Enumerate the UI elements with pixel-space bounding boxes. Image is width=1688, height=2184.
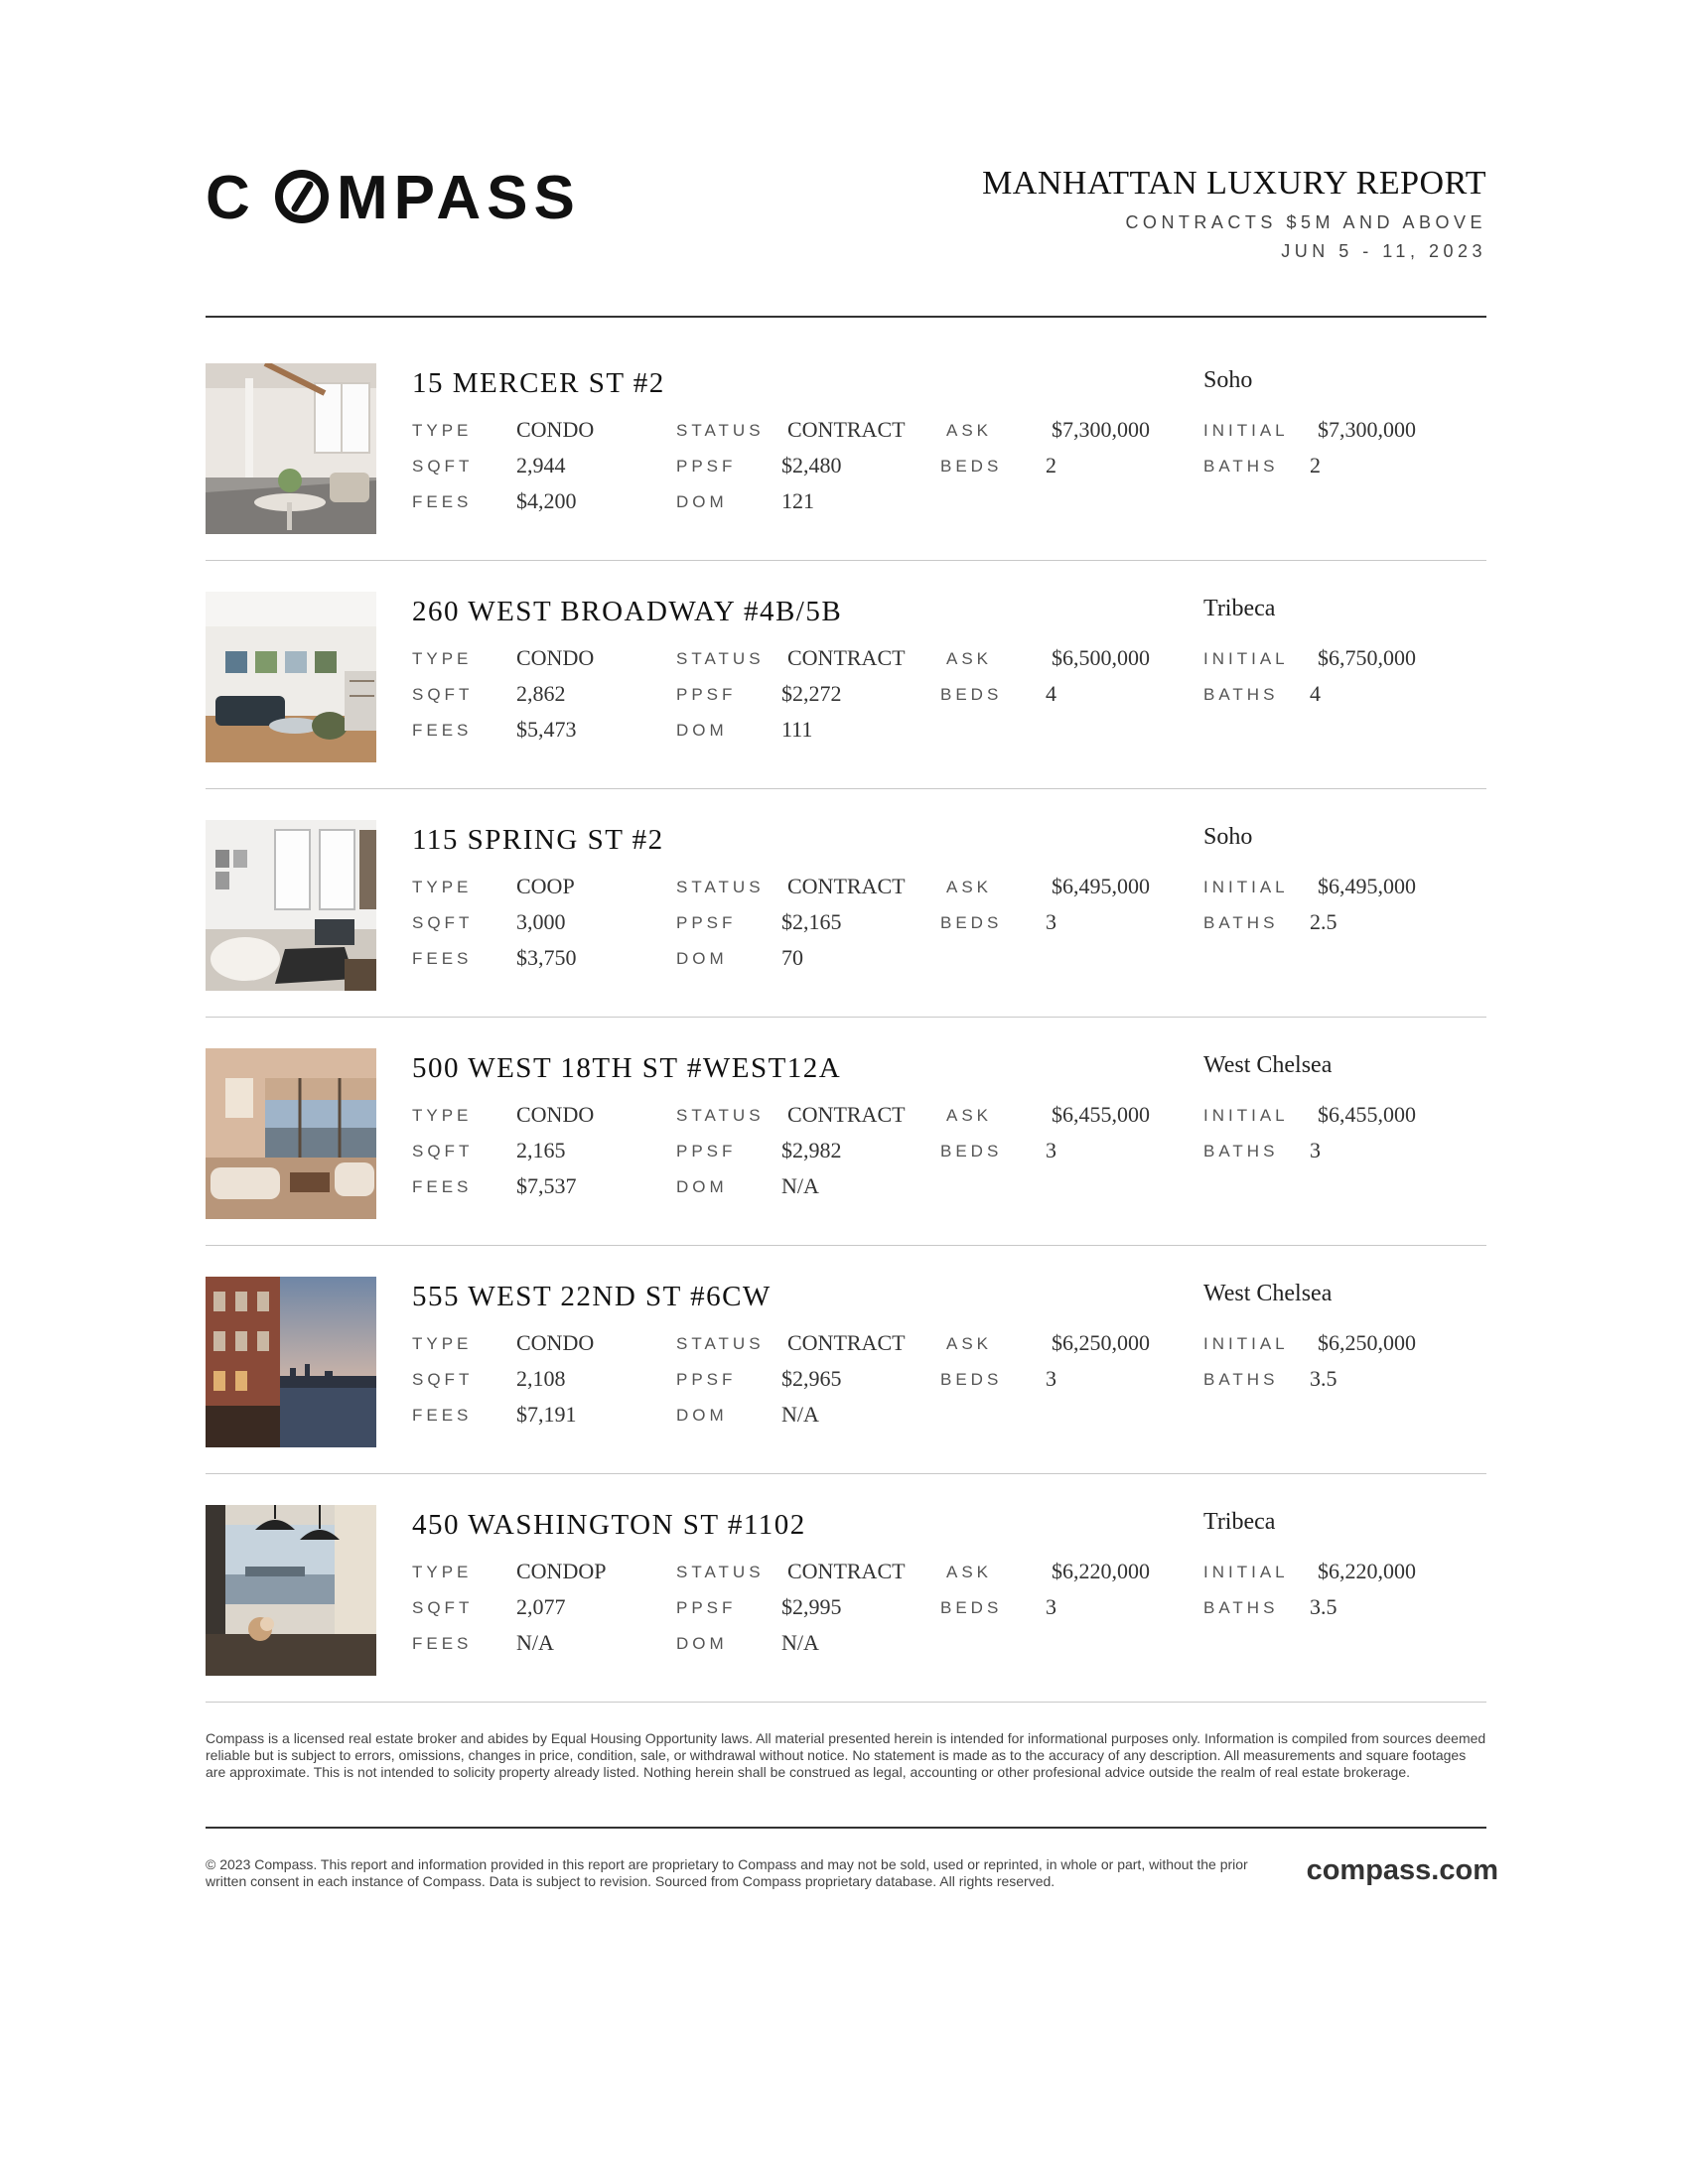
type-label: TYPE	[412, 1106, 473, 1125]
listing-photo	[206, 1277, 376, 1447]
listing-card[interactable]	[206, 1048, 1486, 1277]
status-label: STATUS	[676, 878, 765, 896]
listing-photo	[206, 1505, 376, 1676]
initial-label: INITIAL	[1203, 421, 1289, 440]
dom-value: N/A	[781, 1173, 819, 1198]
beds-label: BEDS	[940, 913, 1003, 932]
beds-value: 4	[1046, 681, 1056, 706]
beds-value: 3	[1046, 1366, 1056, 1391]
initial-label: INITIAL	[1203, 878, 1289, 896]
compass-logo	[206, 167, 593, 226]
type-value: CONDO	[516, 1330, 595, 1355]
baths-label: BATHS	[1203, 1370, 1279, 1389]
fees-label: FEES	[412, 1177, 473, 1196]
beds-label: BEDS	[940, 685, 1003, 704]
sqft-value: 2,944	[516, 453, 566, 478]
listing-photo	[206, 820, 376, 991]
listing-address[interactable]: 260 WEST BROADWAY #4B/5B	[412, 596, 843, 627]
type-label: TYPE	[412, 649, 473, 668]
listing-address[interactable]: 115 SPRING ST #2	[412, 824, 664, 856]
dom-value: N/A	[781, 1630, 819, 1655]
baths-label: BATHS	[1203, 1142, 1279, 1160]
listing-divider	[206, 1473, 1486, 1474]
ppsf-label: PPSF	[676, 1598, 737, 1617]
listing-photo	[206, 592, 376, 762]
sqft-label: SQFT	[412, 457, 474, 476]
ask-value: $6,500,000	[1052, 645, 1150, 670]
listing-neighborhood: West Chelsea	[1203, 1281, 1333, 1306]
type-value: CONDOP	[516, 1559, 607, 1583]
status-value: CONTRACT	[787, 1102, 906, 1127]
type-value: COOP	[516, 874, 575, 898]
baths-value: 4	[1310, 681, 1321, 706]
initial-label: INITIAL	[1203, 1106, 1289, 1125]
ppsf-value: $2,982	[781, 1138, 842, 1162]
listing-divider	[206, 788, 1486, 789]
sqft-value: 3,000	[516, 909, 566, 934]
type-value: CONDO	[516, 1102, 595, 1127]
type-label: TYPE	[412, 1563, 473, 1581]
status-label: STATUS	[676, 421, 765, 440]
baths-value: 3.5	[1310, 1366, 1337, 1391]
initial-value: $6,455,000	[1318, 1102, 1416, 1127]
baths-label: BATHS	[1203, 457, 1279, 476]
beds-value: 3	[1046, 1594, 1056, 1619]
ppsf-value: $2,165	[781, 909, 842, 934]
status-label: STATUS	[676, 1106, 765, 1125]
initial-value: $6,750,000	[1318, 645, 1416, 670]
listing-divider	[206, 1702, 1486, 1703]
ask-label: ASK	[946, 1106, 993, 1125]
status-label: STATUS	[676, 1563, 765, 1581]
fees-label: FEES	[412, 949, 473, 968]
listing-neighborhood: Tribeca	[1203, 596, 1276, 621]
sqft-label: SQFT	[412, 1370, 474, 1389]
type-value: CONDO	[516, 417, 595, 442]
sqft-label: SQFT	[412, 685, 474, 704]
listing-divider	[206, 560, 1486, 561]
fees-value: $7,191	[516, 1402, 577, 1427]
fees-value: $3,750	[516, 945, 577, 970]
type-value: CONDO	[516, 645, 595, 670]
dom-value: N/A	[781, 1402, 819, 1427]
baths-label: BATHS	[1203, 685, 1279, 704]
dom-label: DOM	[676, 721, 728, 740]
status-value: CONTRACT	[787, 1330, 906, 1355]
ask-value: $6,455,000	[1052, 1102, 1150, 1127]
type-label: TYPE	[412, 1334, 473, 1353]
ask-label: ASK	[946, 1334, 993, 1353]
type-label: TYPE	[412, 421, 473, 440]
copyright-notice: © 2023 Compass. This report and information provided in this report are proprietary to Compass and may not be sold, used or reprinted, in whole or part, without the prior written consent in each instance of Compass. Data is subject to revision. Sourced from Compass proprietary database. All rights reserved.	[206, 1856, 1248, 1889]
listing-address[interactable]: 15 MERCER ST #2	[412, 367, 665, 399]
listing-card[interactable]	[206, 592, 1486, 820]
ask-value: $6,495,000	[1052, 874, 1150, 898]
listing-address[interactable]: 555 WEST 22ND ST #6CW	[412, 1281, 772, 1312]
dom-label: DOM	[676, 1177, 728, 1196]
listing-card[interactable]	[206, 363, 1486, 592]
baths-value: 3.5	[1310, 1594, 1337, 1619]
status-label: STATUS	[676, 649, 765, 668]
beds-label: BEDS	[940, 1370, 1003, 1389]
website-link[interactable]: compass.com	[1306, 1854, 1498, 1886]
ppsf-value: $2,995	[781, 1594, 842, 1619]
listing-divider	[206, 1245, 1486, 1246]
dom-value: 111	[781, 717, 813, 742]
initial-value: $6,220,000	[1318, 1559, 1416, 1583]
listing-photo	[206, 1048, 376, 1219]
ask-value: $7,300,000	[1052, 417, 1150, 442]
sqft-value: 2,108	[516, 1366, 566, 1391]
ppsf-label: PPSF	[676, 913, 737, 932]
fees-label: FEES	[412, 492, 473, 511]
sqft-label: SQFT	[412, 1142, 474, 1160]
fees-label: FEES	[412, 721, 473, 740]
header-divider	[206, 316, 1486, 318]
listing-photo	[206, 363, 376, 534]
sqft-label: SQFT	[412, 913, 474, 932]
dom-value: 121	[781, 488, 814, 513]
initial-value: $6,495,000	[1318, 874, 1416, 898]
beds-label: BEDS	[940, 457, 1003, 476]
initial-label: INITIAL	[1203, 1334, 1289, 1353]
report-subtitle: CONTRACTS $5M AND ABOVE	[1125, 212, 1486, 232]
ask-label: ASK	[946, 878, 993, 896]
status-value: CONTRACT	[787, 417, 906, 442]
fees-label: FEES	[412, 1406, 473, 1425]
dom-label: DOM	[676, 1406, 728, 1425]
baths-label: BATHS	[1203, 1598, 1279, 1617]
initial-label: INITIAL	[1203, 1563, 1289, 1581]
listing-divider	[206, 1017, 1486, 1018]
sqft-value: 2,165	[516, 1138, 566, 1162]
dom-label: DOM	[676, 492, 728, 511]
sqft-value: 2,077	[516, 1594, 566, 1619]
ask-label: ASK	[946, 649, 993, 668]
baths-label: BATHS	[1203, 913, 1279, 932]
status-label: STATUS	[676, 1334, 765, 1353]
svg-text:C: C	[206, 167, 256, 226]
dom-label: DOM	[676, 1634, 728, 1653]
legal-disclaimer: Compass is a licensed real estate broker and abides by Equal Housing Opportunity laws. All material presented herein is intended for informational purposes only. Information is compiled from sources deemed reliable but is subject to errors, omissions, changes in price, condition, sale, or withdrawal without notice. No statement is made as to the accuracy of any description. All measurements and square footages are approximate. This is not intended to solicity property already listed. Nothing herein shall be construed as legal, accounting or other profesional advice outside the realm of real estate brokerage.	[206, 1730, 1486, 1780]
fees-label: FEES	[412, 1634, 473, 1653]
fees-value: $4,200	[516, 488, 577, 513]
listing-card[interactable]	[206, 820, 1486, 1048]
ppsf-label: PPSF	[676, 457, 737, 476]
fees-value: $5,473	[516, 717, 577, 742]
ask-label: ASK	[946, 1563, 993, 1581]
initial-label: INITIAL	[1203, 649, 1289, 668]
listing-address[interactable]: 500 WEST 18TH ST #WEST12A	[412, 1052, 842, 1084]
ppsf-label: PPSF	[676, 685, 737, 704]
listing-neighborhood: West Chelsea	[1203, 1052, 1333, 1078]
ppsf-value: $2,272	[781, 681, 842, 706]
svg-text:MPASS: MPASS	[337, 167, 581, 226]
baths-value: 2	[1310, 453, 1321, 478]
dom-label: DOM	[676, 949, 728, 968]
beds-value: 2	[1046, 453, 1056, 478]
beds-value: 3	[1046, 1138, 1056, 1162]
status-value: CONTRACT	[787, 874, 906, 898]
ppsf-value: $2,480	[781, 453, 842, 478]
fees-value: $7,537	[516, 1173, 577, 1198]
listing-card[interactable]	[206, 1505, 1486, 1733]
initial-value: $6,250,000	[1318, 1330, 1416, 1355]
ask-value: $6,250,000	[1052, 1330, 1150, 1355]
beds-label: BEDS	[940, 1598, 1003, 1617]
listing-neighborhood: Tribeca	[1203, 1509, 1276, 1535]
status-value: CONTRACT	[787, 1559, 906, 1583]
baths-value: 3	[1310, 1138, 1321, 1162]
listing-neighborhood: Soho	[1203, 824, 1253, 850]
ppsf-value: $2,965	[781, 1366, 842, 1391]
beds-value: 3	[1046, 909, 1056, 934]
report-page	[206, 0, 1498, 2184]
type-label: TYPE	[412, 878, 473, 896]
sqft-value: 2,862	[516, 681, 566, 706]
baths-value: 2.5	[1310, 909, 1337, 934]
listing-address[interactable]: 450 WASHINGTON ST #1102	[412, 1509, 806, 1541]
ask-value: $6,220,000	[1052, 1559, 1150, 1583]
status-value: CONTRACT	[787, 645, 906, 670]
footer-divider	[206, 1827, 1486, 1829]
beds-label: BEDS	[940, 1142, 1003, 1160]
dom-value: 70	[781, 945, 803, 970]
report-date-range: JUN 5 - 11, 2023	[1281, 241, 1486, 261]
listing-card[interactable]	[206, 1277, 1486, 1505]
listing-neighborhood: Soho	[1203, 367, 1253, 393]
ask-label: ASK	[946, 421, 993, 440]
ppsf-label: PPSF	[676, 1370, 737, 1389]
fees-value: N/A	[516, 1630, 554, 1655]
report-title: MANHATTAN LUXURY REPORT	[982, 165, 1486, 202]
ppsf-label: PPSF	[676, 1142, 737, 1160]
sqft-label: SQFT	[412, 1598, 474, 1617]
initial-value: $7,300,000	[1318, 417, 1416, 442]
